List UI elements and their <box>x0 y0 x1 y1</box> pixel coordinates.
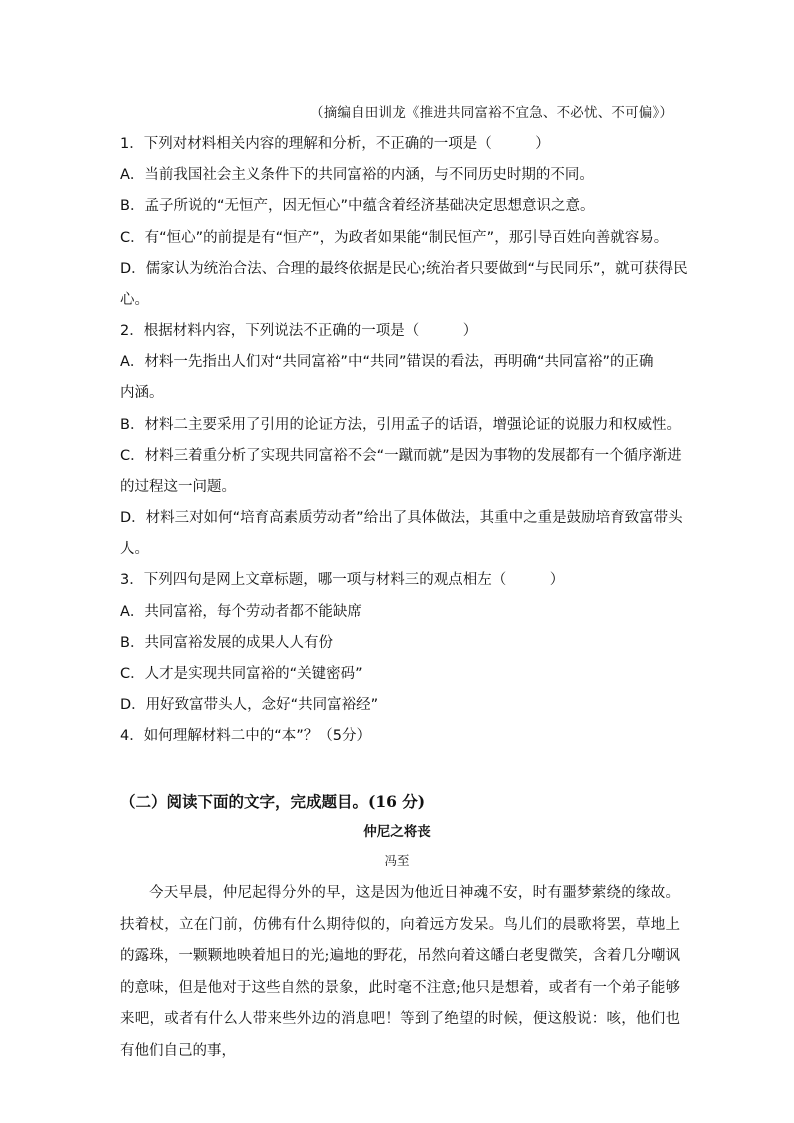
question-1-option-d: D．儒家认为统治合法、合理的最终依据是民心;统治者只要做到“与民同乐”，就可获得民 <box>120 261 688 277</box>
question-1-option-b: B．孟子所说的“无恒产，因无恒心”中蕴含着经济基础决定思想意识之意。 <box>120 198 595 214</box>
question-2-stem: 2．根据材料内容，下列说法不正确的一项是（ ） <box>120 323 478 339</box>
question-1-option-d-cont: 心。 <box>120 292 149 308</box>
question-2-option-c: C．材料三着重分析了实现共同富裕不会“一蹴而就”是因为事物的发展都有一个循序渐进 <box>120 448 682 464</box>
article-title: 仲尼之将丧 <box>363 824 431 840</box>
question-2-option-c-cont: 的过程这一问题。 <box>120 479 236 495</box>
article-body <box>120 878 680 1068</box>
question-1-option-c: C．有“恒心”的前提是有“恒产”，为政者如果能“制民恒产”，那引导百姓向善就容易。 <box>120 230 669 246</box>
article-paragraph: 今天早晨，仲尼起得分外的早，这是因为他近日神魂不安，时有噩梦萦绕的缘故。扶着杖，立在门前，仿佛有什么期待似的，向着远方发呆。鸟儿们的晨歌将罢，草地上的露珠，一颗颗地映着旭日的光;遍地的野花，吊然向着这皤白老叟微笑，含着几分嘲讽的意味，但是他对于这些自然的景象，此时毫不注意;他只是想着，或者有一个弟子能够来吧，或者有什么人带来些外边的消息吧！等到了绝望的时候，便这般说：咳，他们也有他们自己的事， <box>120 885 680 1059</box>
question-2-option-d: D．材料三对如何“培育高素质劳动者”给出了具体做法，其重中之重是鼓励培育致富带头 <box>120 510 683 526</box>
section-heading: （二）阅读下面的文字，完成题目。(16 分) <box>120 792 426 811</box>
question-3-option-b: B．共同富裕发展的成果人人有份 <box>120 635 333 651</box>
question-1-stem: 1．下列对材料相关内容的理解和分析，不正确的一项是（ ） <box>120 136 550 152</box>
question-1-option-a: A．当前我国社会主义条件下的共同富裕的内涵，与不同历史时期的不同。 <box>120 167 594 183</box>
question-2-option-b: B．材料二主要采用了引用的论证方法，引用孟子的话语，增强论证的说服力和权威性。 <box>120 417 681 433</box>
question-3-option-d: D．用好致富带头人，念好“共同富裕经” <box>120 697 379 713</box>
question-3-option-c: C．人才是实现共同富裕的“关键密码” <box>120 666 363 682</box>
article-author: 冯至 <box>384 853 410 868</box>
question-3-stem: 3．下列四句是网上文章标题，哪一项与材料三的观点相左（ ） <box>120 572 565 588</box>
source-note: （摘编自田训龙《推进共同富裕不宜急、不必忧、不可偏》） <box>310 105 674 121</box>
question-4-stem: 4．如何理解材料二中的“本”？（5分） <box>120 728 371 744</box>
question-3-option-a: A．共同富裕，每个劳动者都不能缺席 <box>120 604 362 620</box>
question-2-option-a-cont: 内涵。 <box>120 385 164 401</box>
question-2-option-a: A．材料一先指出人们对“共同富裕”中“共同”错误的看法，再明确“共同富裕”的正确 <box>120 354 654 370</box>
question-2-option-d-cont: 人。 <box>120 541 149 557</box>
